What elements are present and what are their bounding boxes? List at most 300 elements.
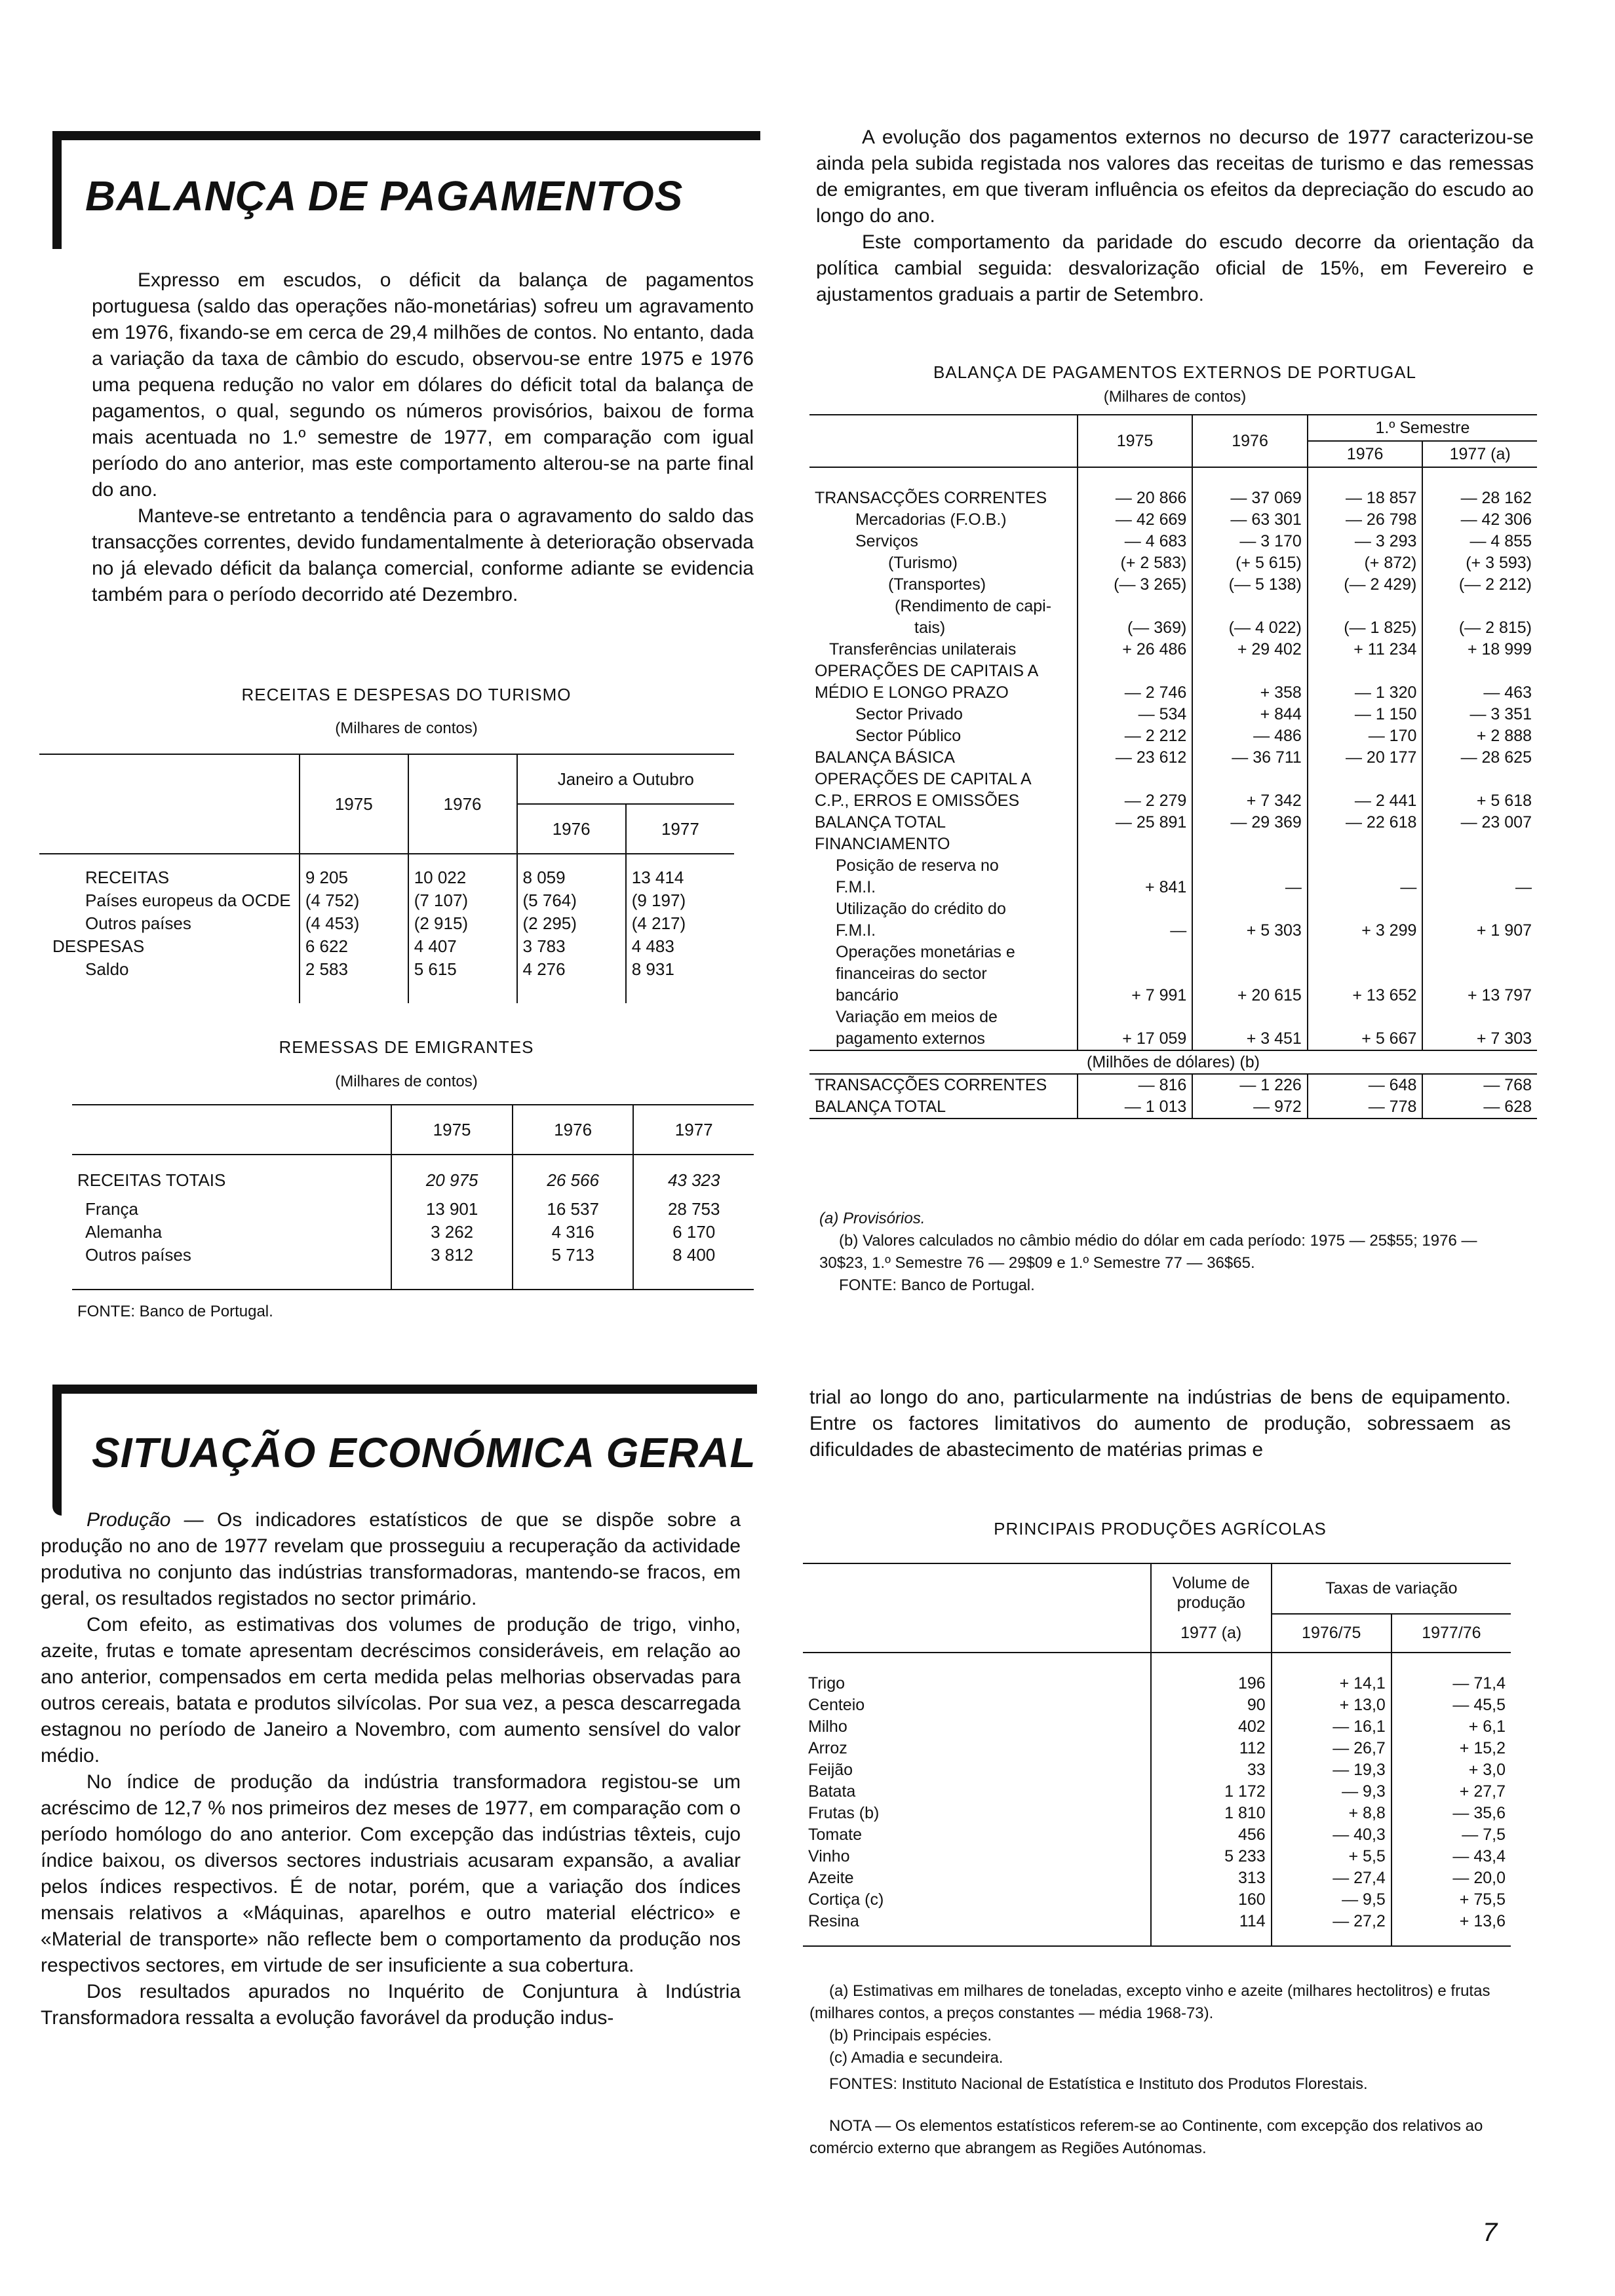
cell: — 1 013 <box>1078 1096 1193 1119</box>
cell: (+ 5 615) <box>1192 552 1308 574</box>
row-label: C.P., ERROS E OMISSÕES <box>809 790 1078 812</box>
row-label: TRANSACÇÕES CORRENTES <box>809 488 1078 509</box>
cell: (— 1 825) <box>1308 617 1423 639</box>
cell: + 1 907 <box>1476 921 1532 940</box>
table-row <box>72 1198 754 1221</box>
cell <box>1308 596 1423 617</box>
balanca-paragraph-1: Expresso em escudos, o déficit da balança de pagamentos portuguesa (saldo das operações não-monetárias) sofreu um agravamento em 1976, fixando-se em cerca de 29,4 milhões de contos. No entanto, dada a variação da taxa de câmbio do escudo, observou-se entre 1975 e 1976 uma pequena redução no valor em dólares do déficit total da balança de pagamentos, o qual, segundo os números provisórios, baixou de forma mais acentuada no 1.º semestre de 1977, em comparação com igual período do ano anterior, mas este comportamento alterou-se na parte final do ano. <box>92 269 754 501</box>
cell <box>1192 942 1308 963</box>
section-bracket-top <box>52 1385 757 1394</box>
cell: 10 022 <box>408 866 517 889</box>
agricola-col-volume-year: 1977 (a) <box>1151 1614 1272 1653</box>
cell: + 14,1 <box>1272 1673 1391 1694</box>
cell: (2 915) <box>408 912 517 935</box>
table-row <box>809 833 1537 855</box>
table-row <box>809 747 1537 769</box>
cell <box>1078 1006 1193 1028</box>
agricola-sources: FONTES: Instituto Nacional de Estatística e Instituto dos Produtos Florestais. <box>829 2075 1368 2093</box>
table-row <box>809 1006 1537 1028</box>
cell: 13 414 <box>631 868 684 887</box>
bpe-units: (Milhares de contos) <box>1103 388 1247 406</box>
table-row <box>809 769 1537 790</box>
table-row <box>809 488 1537 509</box>
row-label: Milho <box>803 1716 1151 1738</box>
table-row <box>809 704 1537 725</box>
cell <box>1078 833 1193 855</box>
row-label: Arroz <box>803 1738 1151 1759</box>
cell: — <box>1078 920 1193 942</box>
table-row <box>803 1716 1511 1738</box>
table-row <box>803 1867 1511 1889</box>
cell: (— 4 022) <box>1192 617 1308 639</box>
cell <box>1308 833 1423 855</box>
row-label: (Transportes) <box>809 574 1078 596</box>
cell: — 2 746 <box>1078 682 1193 704</box>
row-label: Saldo <box>39 958 300 981</box>
table-row <box>809 574 1537 596</box>
cell: (— 5 138) <box>1192 574 1308 596</box>
cell: (2 295) <box>517 912 626 935</box>
cell: + 15,2 <box>1459 1739 1506 1757</box>
agricola-note-b: (b) Principais espécies. <box>829 2027 992 2044</box>
row-label: (Turismo) <box>809 552 1078 574</box>
row-label: OPERAÇÕES DE CAPITAIS A <box>809 660 1078 682</box>
cell: 4 276 <box>517 958 626 981</box>
agricola-title: PRINCIPAIS PRODUÇÕES AGRÍCOLAS <box>994 1519 1327 1539</box>
row-label: Alemanha <box>72 1221 391 1244</box>
row-label: Outros países <box>39 912 300 935</box>
cell: 2 583 <box>300 958 408 981</box>
cell: 114 <box>1151 1911 1272 1932</box>
cell: 6 622 <box>300 935 408 958</box>
table-row <box>809 639 1537 660</box>
row-label: Países europeus da OCDE <box>39 889 300 912</box>
row-label: Posição de reserva no <box>809 855 1078 877</box>
row-label: Tomate <box>803 1824 1151 1846</box>
table-row <box>803 1846 1511 1867</box>
cell: 13 901 <box>391 1198 513 1221</box>
balanca-intro <box>92 267 754 608</box>
table-row <box>809 509 1537 531</box>
cell: + 7 303 <box>1476 1029 1532 1048</box>
cell: + 26 486 <box>1078 639 1193 660</box>
cell: + 17 059 <box>1078 1028 1193 1050</box>
table-row <box>39 889 734 912</box>
cell: 3 783 <box>517 935 626 958</box>
cell: (5 764) <box>517 889 626 912</box>
row-label: Serviços <box>809 531 1078 552</box>
cell: 196 <box>1151 1673 1272 1694</box>
remessas-table <box>72 1104 754 1290</box>
row-label: Batata <box>803 1781 1151 1803</box>
cell: — 27,4 <box>1272 1867 1391 1889</box>
cell <box>1422 660 1537 682</box>
cell: + 7 342 <box>1192 790 1308 812</box>
cell: + 5 667 <box>1308 1028 1423 1050</box>
cell: — 4 683 <box>1078 531 1193 552</box>
cell: 402 <box>1151 1716 1272 1738</box>
row-label: TRANSACÇÕES CORRENTES <box>809 1074 1078 1096</box>
cell: — 768 <box>1483 1076 1532 1094</box>
cell: 3 812 <box>391 1244 513 1267</box>
cell: 90 <box>1151 1694 1272 1716</box>
row-label: França <box>72 1198 391 1221</box>
cell <box>1192 898 1308 920</box>
agricola-nota: NOTA — Os elementos estatísticos referem-se ao Continente, com excepção dos relativos ao comércio externo que abrangem as Regiões Autónomas. <box>809 2117 1483 2157</box>
bpe-note-a: (a) Provisórios. <box>819 1210 925 1227</box>
turismo-col-p1976: 1976 <box>517 804 626 854</box>
cell: — 534 <box>1078 704 1193 725</box>
cell: — 1 320 <box>1308 682 1423 704</box>
table-row <box>809 1096 1537 1119</box>
row-label: Vinho <box>803 1846 1151 1867</box>
cell <box>1192 833 1308 855</box>
row-label: Centeio <box>803 1694 1151 1716</box>
agricola-table <box>803 1563 1511 1947</box>
cell: 9 205 <box>300 866 408 889</box>
cell: (+ 2 583) <box>1078 552 1193 574</box>
situacao-paragraph-5: trial ao longo do ano, particularmente na indústrias de bens de equipamento. Entre os factores limitativos do aumento de produção, sobressaem as dificuldades de abastecimento de matérias primas e <box>809 1387 1511 1461</box>
row-label: RECEITAS TOTAIS <box>72 1162 391 1198</box>
cell: 1 172 <box>1151 1781 1272 1803</box>
cell: — 22 618 <box>1308 812 1423 833</box>
bpe-usd-caption: (Milhões de dólares) (b) <box>809 1050 1537 1074</box>
bpe-source: FONTE: Banco de Portugal. <box>839 1276 1035 1294</box>
table-row <box>809 790 1537 812</box>
cell <box>1078 769 1193 790</box>
table-row <box>809 552 1537 574</box>
cell <box>1192 1006 1308 1028</box>
cell: (9 197) <box>631 890 686 910</box>
cell: — 26,7 <box>1272 1738 1391 1759</box>
cell: (+ 872) <box>1308 552 1423 574</box>
row-label: Feijão <box>803 1759 1151 1781</box>
cell: 313 <box>1151 1867 1272 1889</box>
row-label: Cortiça (c) <box>803 1889 1151 1911</box>
cell <box>1078 963 1193 985</box>
cell: — 71,4 <box>1452 1674 1506 1693</box>
table-row <box>809 898 1537 920</box>
situacao-paragraph-4: Dos resultados apurados no Inquérito de Conjuntura à Indústria Transformadora ressalta a evolução favorável da produção indus- <box>41 1981 741 2029</box>
situacao-continued <box>809 1385 1511 1463</box>
turismo-table-wrap <box>39 754 760 1003</box>
table-row <box>809 1028 1537 1050</box>
table-row <box>39 958 734 981</box>
row-label: Sector Público <box>809 725 1078 747</box>
bpe-col-1975: 1975 <box>1078 415 1193 467</box>
row-label: bancário <box>809 985 1078 1006</box>
agricola-col-t2: 1977/76 <box>1422 1624 1481 1642</box>
cell: — 486 <box>1192 725 1308 747</box>
row-label: DESPESAS <box>39 935 300 958</box>
situacao-paragraph-1 <box>41 1507 741 1612</box>
row-label: BALANÇA BÁSICA <box>809 747 1078 769</box>
cell: — 28 162 <box>1460 489 1532 507</box>
bpe-note-b: (b) Valores calculados no câmbio médio do dólar em cada período: 1975 — 25$55; 1976 — 30$23, 1.º Semestre 76 — 29$09 e 1.º Semestre 77 — 36$65. <box>819 1232 1477 1272</box>
cell <box>1308 963 1423 985</box>
cell: — <box>1515 878 1532 896</box>
bpe-notes <box>819 1208 1514 1297</box>
cell <box>1422 855 1537 877</box>
situacao-text <box>41 1507 741 2031</box>
table-row <box>809 920 1537 942</box>
cell <box>1308 898 1423 920</box>
cell: — 778 <box>1308 1096 1423 1119</box>
table-row <box>803 1694 1511 1716</box>
cell: — 45,5 <box>1452 1696 1506 1714</box>
row-label: OPERAÇÕES DE CAPITAL A <box>809 769 1078 790</box>
turismo-col-p1977: 1977 <box>661 818 699 839</box>
cell: — 816 <box>1078 1074 1193 1096</box>
cell: — 43,4 <box>1452 1847 1506 1866</box>
cell <box>1192 769 1308 790</box>
agricola-col-volume: Volume de produção <box>1151 1563 1272 1614</box>
cell <box>1192 855 1308 877</box>
cell: (7 107) <box>408 889 517 912</box>
cell <box>1308 769 1423 790</box>
bpe-col-s1977: 1977 (a) <box>1422 441 1537 467</box>
cell: — 3 293 <box>1308 531 1423 552</box>
table-row <box>39 912 734 935</box>
cell: (4 453) <box>300 912 408 935</box>
cell: + 8,8 <box>1272 1803 1391 1824</box>
cell <box>1078 898 1193 920</box>
table-row <box>803 1824 1511 1846</box>
cell: — <box>1192 877 1308 898</box>
cell <box>1078 660 1193 682</box>
cell: + 11 234 <box>1308 639 1423 660</box>
cell: — 2 212 <box>1078 725 1193 747</box>
cell: — 23 612 <box>1078 747 1193 769</box>
cell: + 2 888 <box>1476 727 1532 745</box>
cell: — 29 369 <box>1192 812 1308 833</box>
cell: 3 262 <box>391 1221 513 1244</box>
table-row <box>803 1738 1511 1759</box>
cell <box>1192 596 1308 617</box>
cell: — 648 <box>1308 1074 1423 1096</box>
cell <box>1422 963 1537 985</box>
cell: + 13 652 <box>1308 985 1423 1006</box>
cell: 456 <box>1151 1824 1272 1846</box>
cell <box>1192 963 1308 985</box>
cell: 28 753 <box>667 1199 720 1219</box>
cell <box>1308 855 1423 877</box>
row-label: MÉDIO E LONGO PRAZO <box>809 682 1078 704</box>
table-row <box>809 596 1537 617</box>
cell: — 628 <box>1422 1096 1537 1119</box>
table-row <box>803 1889 1511 1911</box>
turismo-units: (Milhares de contos) <box>335 719 478 737</box>
cell: — 35,6 <box>1452 1804 1506 1822</box>
cell: + 13 797 <box>1467 986 1532 1004</box>
turismo-title: RECEITAS E DESPESAS DO TURISMO <box>241 685 572 704</box>
cell: 8 400 <box>672 1245 716 1265</box>
table-row <box>39 935 734 958</box>
cell <box>1308 660 1423 682</box>
table-row <box>809 942 1537 963</box>
bpe-table-wrap <box>809 414 1544 1119</box>
cell <box>1192 660 1308 682</box>
row-label: Variação em meios de <box>809 1006 1078 1028</box>
row-label: RECEITAS <box>39 866 300 889</box>
bpe-col-semester: 1.º Semestre <box>1308 415 1537 441</box>
bpe-col-s1976: 1976 <box>1308 441 1423 467</box>
row-label: Trigo <box>803 1673 1151 1694</box>
cell: — 40,3 <box>1272 1824 1391 1846</box>
agricola-note-a: (a) Estimativas em milhares de toneladas, excepto vinho e azeite (milhares hectolitros) e frutas (milhares contos, a preços constantes — média 1968-73). <box>809 1982 1490 2022</box>
cell: + 5 618 <box>1476 792 1532 810</box>
cell <box>1308 942 1423 963</box>
remessas-col-1977: 1977 <box>633 1105 754 1155</box>
table-row <box>809 1074 1537 1096</box>
cell: 112 <box>1151 1738 1272 1759</box>
cell: — 170 <box>1308 725 1423 747</box>
cell: 5 615 <box>408 958 517 981</box>
cell: — 463 <box>1483 683 1532 702</box>
row-label: Mercadorias (F.O.B.) <box>809 509 1078 531</box>
remessas-source: FONTE: Banco de Portugal. <box>77 1303 273 1320</box>
production-lead: Produção — <box>87 1509 204 1531</box>
table-row <box>809 682 1537 704</box>
cell: + 13,0 <box>1272 1694 1391 1716</box>
balanca-continued <box>816 124 1534 308</box>
row-label: financeiras do sector <box>809 963 1078 985</box>
table-row <box>803 1803 1511 1824</box>
table-row <box>809 985 1537 1006</box>
balanca-paragraph-3: A evolução dos pagamentos externos no decurso de 1977 caracterizou-se ainda pela subida registada nos valores das receitas de turismo e das remessas de emigrantes, em que tiveram influência os efeitos da depreciação do escudo ao longo do ano. <box>816 126 1534 227</box>
table-row <box>809 963 1537 985</box>
cell: (— 2 212) <box>1458 575 1532 594</box>
cell: — 1 226 <box>1192 1074 1308 1096</box>
cell: + 841 <box>1078 877 1193 898</box>
cell: — 2 441 <box>1308 790 1423 812</box>
cell <box>1078 855 1193 877</box>
cell: 43 323 <box>667 1170 720 1190</box>
cell: 26 566 <box>513 1162 634 1198</box>
cell <box>1422 1006 1537 1028</box>
cell: (4 217) <box>631 913 686 933</box>
table-row <box>803 1673 1511 1694</box>
section-bracket-left <box>52 131 62 249</box>
table-row <box>72 1221 754 1244</box>
row-label: Sector Privado <box>809 704 1078 725</box>
cell: 5 713 <box>513 1244 634 1267</box>
cell: (4 752) <box>300 889 408 912</box>
turismo-col-1975: 1975 <box>300 754 408 854</box>
cell: — 972 <box>1192 1096 1308 1119</box>
row-label: BALANÇA TOTAL <box>809 812 1078 833</box>
table-row <box>39 866 734 889</box>
section-bracket-top <box>52 131 760 140</box>
turismo-col-1976: 1976 <box>408 754 517 854</box>
cell: — 26 798 <box>1308 509 1423 531</box>
cell: — 7,5 <box>1462 1826 1506 1844</box>
cell: — 20 866 <box>1078 488 1193 509</box>
cell: — 3 170 <box>1192 531 1308 552</box>
page-number: 7 <box>1483 2218 1498 2247</box>
cell: 33 <box>1151 1759 1272 1781</box>
cell: + 3 451 <box>1192 1028 1308 1050</box>
table-row <box>809 617 1537 639</box>
agricola-col-t1: 1976/75 <box>1272 1614 1391 1653</box>
cell: — 28 625 <box>1460 748 1532 767</box>
cell: 1 810 <box>1151 1803 1272 1824</box>
cell <box>1422 769 1537 790</box>
cell: — 20,0 <box>1452 1869 1506 1887</box>
cell: 8 931 <box>631 959 674 979</box>
cell: 8 059 <box>517 866 626 889</box>
row-label: tais) <box>809 617 1078 639</box>
cell: 160 <box>1151 1889 1272 1911</box>
agricola-col-taxas: Taxas de variação <box>1272 1563 1511 1614</box>
cell: — 1 150 <box>1308 704 1423 725</box>
cell: — 4 855 <box>1469 532 1532 550</box>
remessas-table-wrap <box>72 1104 760 1290</box>
cell: — 9,5 <box>1272 1889 1391 1911</box>
row-label: F.M.I. <box>809 877 1078 898</box>
cell: 5 233 <box>1151 1846 1272 1867</box>
cell: 6 170 <box>672 1222 716 1242</box>
section-bracket-left <box>52 1385 62 1516</box>
cell: + 3,0 <box>1468 1761 1506 1779</box>
row-label: (Rendimento de capi- <box>809 596 1078 617</box>
cell: — 37 069 <box>1192 488 1308 509</box>
cell: — 42 669 <box>1078 509 1193 531</box>
cell: 4 316 <box>513 1221 634 1244</box>
table-row <box>803 1781 1511 1803</box>
row-label: F.M.I. <box>809 920 1078 942</box>
turismo-table <box>39 754 734 1003</box>
cell <box>1422 942 1537 963</box>
bpe-title: BALANÇA DE PAGAMENTOS EXTERNOS DE PORTUGAL <box>933 362 1416 382</box>
cell <box>1308 1006 1423 1028</box>
cell: — 19,3 <box>1272 1759 1391 1781</box>
section-title-balanca: BALANÇA DE PAGAMENTOS <box>85 172 684 220</box>
remessas-col-1975: 1975 <box>391 1105 513 1155</box>
cell: — 42 306 <box>1460 510 1532 529</box>
cell: + 75,5 <box>1459 1890 1506 1909</box>
table-row <box>72 1162 754 1198</box>
balanca-paragraph-4: Este comportamento da paridade do escudo decorre da orientação da política cambial seguida: desvalorização oficial de 15%, em Fevereiro e ajustamentos graduais a partir de Setembro. <box>816 231 1534 305</box>
cell: — <box>1308 877 1423 898</box>
balanca-paragraph-2: Manteve-se entretanto a tendência para o agravamento do saldo das transacções correntes, devido fundamentalmente à deterioração observada no já elevado déficit da balança comercial, conforme adiante se evidencia também para o período decorrido até Dezembro. <box>92 505 754 605</box>
bpe-col-1976: 1976 <box>1192 415 1308 467</box>
cell: 16 537 <box>513 1198 634 1221</box>
remessas-units: (Milhares de contos) <box>335 1073 478 1090</box>
cell: — 18 857 <box>1308 488 1423 509</box>
table-row <box>809 531 1537 552</box>
row-label: Operações monetárias e <box>809 942 1078 963</box>
table-row <box>803 1911 1511 1932</box>
table-row <box>809 660 1537 682</box>
cell: — 3 351 <box>1469 705 1532 723</box>
row-label: Outros países <box>72 1244 391 1267</box>
cell: — 36 711 <box>1192 747 1308 769</box>
cell: — 9,3 <box>1272 1781 1391 1803</box>
table-row <box>809 855 1537 877</box>
table-row <box>809 812 1537 833</box>
row-label: Transferências unilaterais <box>809 639 1078 660</box>
cell: + 5 303 <box>1192 920 1308 942</box>
cell <box>1078 596 1193 617</box>
cell: — 23 007 <box>1460 813 1532 832</box>
row-label: pagamento externos <box>809 1028 1078 1050</box>
row-label: Frutas (b) <box>803 1803 1151 1824</box>
agricola-note-c: (c) Amadia e secundeira. <box>829 2049 1003 2067</box>
cell: — 16,1 <box>1272 1716 1391 1738</box>
cell: + 3 299 <box>1308 920 1423 942</box>
cell: — 25 891 <box>1078 812 1193 833</box>
